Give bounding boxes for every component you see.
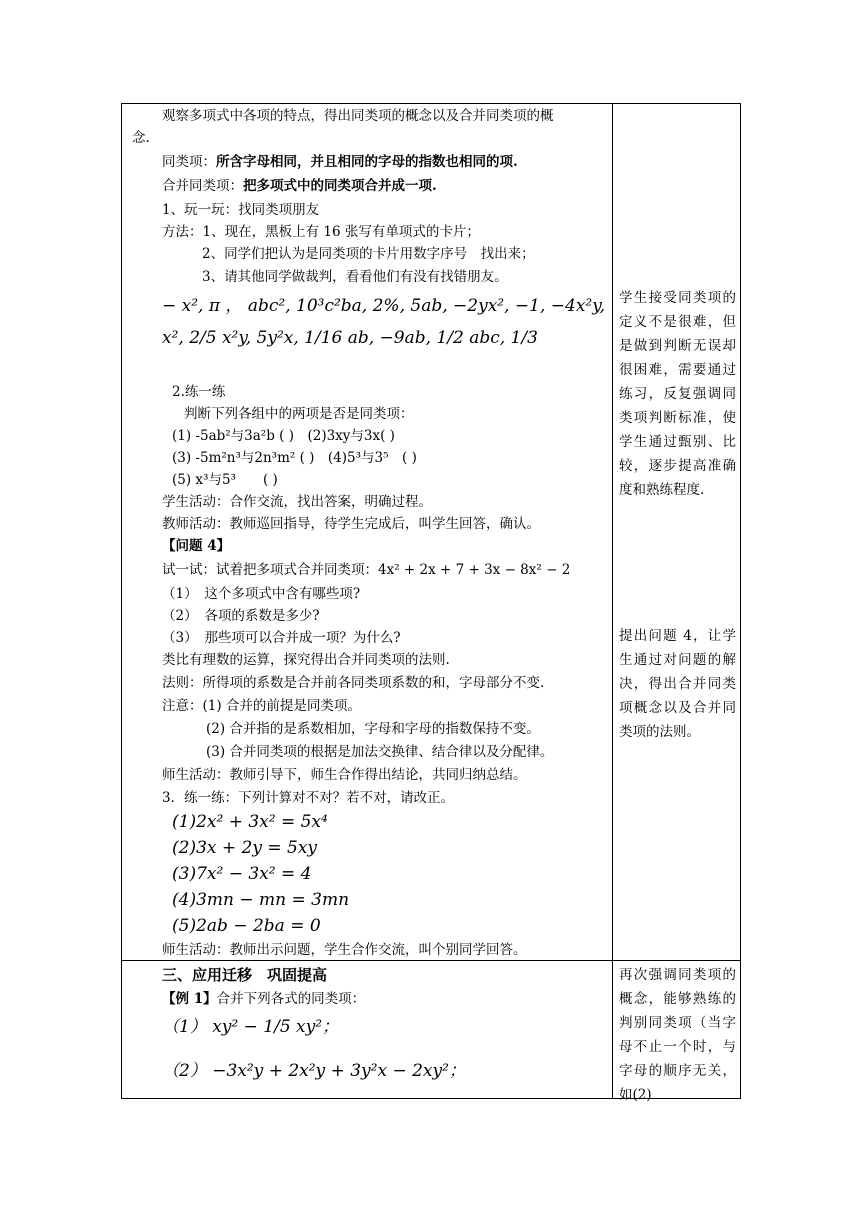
side-note-1: 学生接受同类项的定义不是很难，但是做到判断无误却很困难，需要通过练习，反复强调同类项判断标准，使学生通过甄别、比较，逐步提高准确度和熟练程度. (619, 290, 736, 498)
side-note-2: 提出问题 4，让学生通过对问题的解决，得出合并同类项概念以及合并同类项的法则。 (619, 628, 736, 740)
teacher-activity: 教师活动：教师巡回指导，待学生完成后，叫学生回答，确认。 (162, 516, 540, 532)
side-cell (613, 961, 741, 1103)
judge-3: (5) x³与5³ ( ) (172, 472, 278, 488)
example-text: 合并下列各式的同类项： (216, 991, 366, 1007)
equation-1: (1)2x² + 3x² = 5x⁴ (172, 812, 328, 832)
table-row (122, 961, 741, 1099)
definition-like-terms (162, 152, 518, 172)
label: 同类项： (162, 154, 216, 170)
note-1: 注意：(1) 合并的前提是同类项。 (162, 698, 361, 714)
example-1-part-1: （1） xy² − 1/5 xy²； (162, 1017, 340, 1037)
teacher-student-activity-2: 师生活动：教师出示问题，学生合作交流，叫个别同学回答。 (162, 942, 527, 958)
example-label: 【例 1】 (162, 991, 217, 1007)
body: 所含字母相同，并且相同的字母的指数也相同的项. (216, 154, 518, 170)
method-2: 2、同学们把认为是同类项的卡片用数字序号 找出来； (202, 246, 535, 262)
question-4-heading: 【问题 4】 (162, 538, 231, 554)
section-heading: 三、应用迁移 巩固提高 (162, 966, 328, 984)
side-note-3: 再次强调同类项的概念，能够熟练的判别同类项（当字母不止一个时，与字母的顺序无关，如(2) (619, 967, 736, 1103)
try-it: 试一试：试着把多项式合并同类项：4x² + 2x + 7 + 3x − 8x² − 2 (162, 562, 571, 578)
note-3: (3) 合并同类项的根据是加法交换律、结合律以及分配律。 (206, 744, 554, 760)
main-cell (122, 961, 613, 1099)
analogy: 类比有理数的运算，探究得出合并同类项的法则. (162, 652, 450, 668)
side-cell (613, 104, 741, 961)
sub-question-1: （1） 这个多项式中含有哪些项? (162, 586, 361, 602)
definition-combine (162, 176, 437, 196)
practice-3-title: 3．练一练：下列计算对不对？若不对，请改正。 (162, 790, 455, 806)
lesson-table (121, 103, 741, 1103)
label: 合并同类项： (162, 178, 243, 194)
note-2: (2) 合并指的是系数相加，字母和字母的指数保持不变。 (206, 721, 540, 737)
cards-line-2: x², 2/5 x²y, 5y²x, 1/16 ab, −9ab, 1/2 abc, 1/3 (162, 328, 538, 348)
table-row (122, 104, 741, 961)
example-1-part-2: （2） −3x²y + 2x²y + 3y²x − 2xy²； (162, 1061, 466, 1081)
equation-5: (5)2ab − 2ba = 0 (172, 916, 321, 936)
practice-2-title: 2.练一练 (172, 384, 226, 400)
activity-play: 1、玩一玩：找同类项朋友 (162, 202, 320, 218)
rule: 法则：所得项的系数是合并前各同类项系数的和，字母部分不变. (162, 675, 545, 691)
judge-2: (3) -5m²n³与2n³m² ( ) (4)5³与3⁵ ( ) (172, 450, 417, 466)
practice-2-question: 判断下列各组中的两项是否是同类项： (184, 406, 414, 422)
main-cell (122, 104, 613, 961)
intro-line-1: 观察多项式中各项的特点，得出同类项的概念以及合并同类项的概 (162, 108, 554, 124)
judge-1: (1) -5ab²与3a²b ( ) (2)3xy与3x( ) (172, 428, 395, 444)
body: 把多项式中的同类项合并成一项. (243, 178, 437, 194)
sub-question-3: （3） 那些项可以合并成一项？为什么? (162, 630, 401, 646)
sub-question-2: （2） 各项的系数是多少? (162, 608, 320, 624)
teacher-student-activity: 师生活动：教师引导下，师生合作得出结论，共同归纳总结。 (162, 767, 527, 783)
intro-line-2: 念. (132, 130, 150, 146)
method-1: 方法：1、现在，黑板上有 16 张写有单项式的卡片； (162, 224, 480, 240)
equation-2: (2)3x + 2y = 5xy (172, 838, 318, 858)
equation-4: (4)3mn − mn = 3mn (172, 890, 350, 910)
example-1 (162, 989, 365, 1009)
student-activity: 学生活动：合作交流，找出答案，明确过程。 (162, 494, 432, 510)
equation-3: (3)7x² − 3x² = 4 (172, 864, 312, 884)
method-3: 3、请其他同学做裁判，看看他们有没有找错朋友。 (202, 269, 508, 285)
cards-line-1: − x², π ， abc², 10³c²ba, 2%, 5ab, −2yx², −1, −4x²y, (162, 296, 605, 316)
